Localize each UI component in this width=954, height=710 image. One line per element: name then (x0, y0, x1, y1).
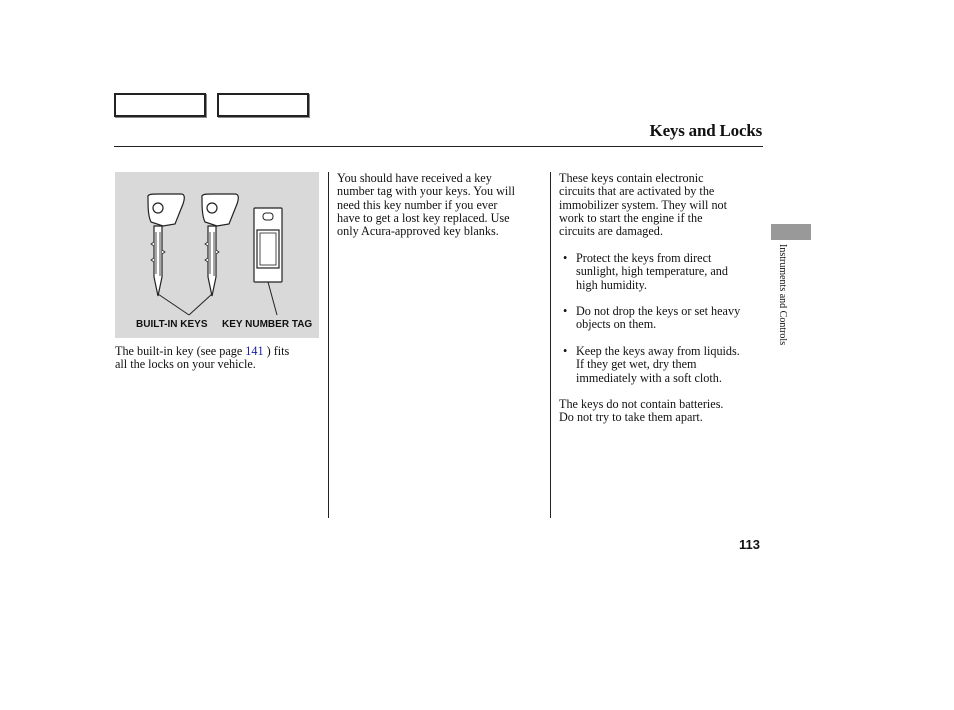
key-number-tag-icon (254, 208, 282, 282)
bullet-icon: • (563, 304, 568, 318)
immobilizer-paragraph: These keys contain electronic circuits that are activated by the immobilizer system. They will not work to start the engine if the circuits are damaged. (559, 171, 728, 239)
built-in-keys-label: BUILT-IN KEYS (136, 319, 208, 330)
built-in-key-paragraph: The built-in key (see page 141 ) fits all the locks on your vehicle. (115, 344, 290, 372)
key-number-tag-label: KEY NUMBER TAG (222, 319, 313, 330)
column-divider (550, 172, 551, 518)
keys-illustration (115, 172, 319, 338)
page-title: Keys and Locks (649, 121, 762, 140)
batteries-paragraph: The keys do not contain batteries. Do not try to take them apart. (559, 397, 724, 425)
key-number-paragraph: You should have received a key number tag with your keys. You will need this key number if you ever have to get a lost key replaced. Use only Acura-approved key blanks. (337, 171, 516, 239)
bullet-icon: • (563, 344, 568, 358)
page-link[interactable]: 141 (245, 344, 264, 358)
built-in-key-icon (202, 194, 238, 296)
column-divider (328, 172, 329, 518)
previous-page-button[interactable] (114, 93, 206, 117)
built-in-key-icon (148, 194, 184, 296)
bullet-item: • Keep the keys away from liquids. If they get wet, dry them immediately with a soft cloth. (563, 344, 740, 385)
section-tab[interactable] (771, 224, 811, 240)
keys-drawing (115, 172, 319, 338)
page-number: 113 (739, 537, 760, 552)
header-rule (114, 146, 763, 147)
bullet-item: • Protect the keys from direct sunlight, high temperature, and high humidity. (563, 251, 728, 292)
next-page-button[interactable] (217, 93, 309, 117)
bullet-icon: • (563, 251, 568, 265)
section-label: Instruments and Controls (777, 244, 788, 346)
bullet-item: • Do not drop the keys or set heavy objects on them. (563, 304, 741, 332)
callout-lines (158, 282, 277, 315)
